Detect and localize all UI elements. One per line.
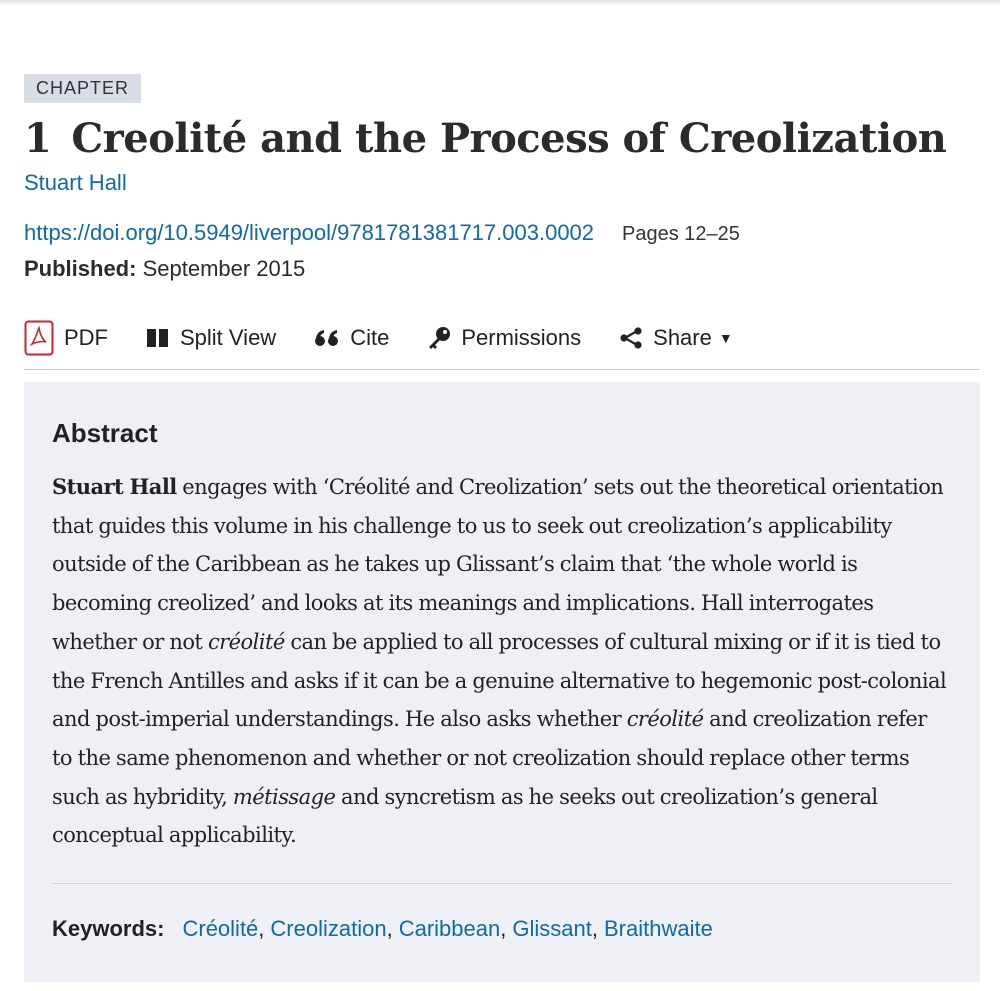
key-icon: [427, 326, 451, 350]
abstract-divider: [52, 883, 952, 884]
doi-link[interactable]: https://doi.org/10.5949/liverpool/9781781381717.003.0002: [24, 220, 595, 245]
abstract-panel: [24, 382, 980, 982]
keywords-label: Keywords:: [52, 916, 165, 942]
abstract-segment-1: engages with ‘Créolité and Creolization’ sets out the theoretical orientation that guides this volume in his challenge to us to seek out creolization’s applicability outside of the Caribbean as he takes up Glissant’s claim that ‘the whole world is becoming creolized’ and looks at its meanings and implications. Hall interrogates whether or not: [52, 475, 944, 654]
pdf-button[interactable]: [24, 320, 108, 356]
keywords-row: [52, 916, 952, 942]
article-toolbar: [24, 310, 980, 370]
split-view-button[interactable]: [146, 325, 276, 351]
chapter-number: 1: [24, 115, 52, 162]
abstract-term-metissage: métissage: [232, 784, 336, 809]
abstract-author: Stuart Hall: [52, 474, 177, 499]
split-view-icon: [146, 328, 170, 348]
abstract-heading: Abstract: [52, 418, 158, 448]
chapter-badge: CHAPTER: [24, 74, 141, 103]
keyword-link[interactable]: Glissant: [512, 916, 592, 942]
abstract-segment-3: and creolization refer to the same phenomenon and whether or not creolization should replace other terms such as hybridity,: [52, 707, 927, 809]
keyword-link[interactable]: Caribbean: [398, 916, 501, 942]
top-shadow: [0, 0, 1000, 6]
keyword-link[interactable]: Créolité: [182, 916, 259, 942]
author-link[interactable]: Stuart Hall: [24, 170, 127, 195]
quote-icon: [314, 328, 340, 348]
keyword-separator: ,: [386, 916, 393, 942]
pdf-label: PDF: [64, 324, 108, 350]
published-date: [24, 254, 980, 284]
split-view-label: Split View: [180, 324, 277, 350]
keyword-separator: ,: [258, 916, 265, 942]
cite-button[interactable]: [314, 325, 389, 351]
abstract-segment-4: and syncretism as he seeks out creolization’s general conceptual applicability.: [52, 784, 878, 848]
share-dropdown[interactable]: [619, 325, 733, 351]
keyword-separator: ,: [591, 916, 598, 942]
cite-label: Cite: [350, 324, 390, 350]
abstract-term-creolite-2: créolité: [626, 707, 704, 732]
chapter-page: [24, 74, 980, 982]
abstract-text: [52, 468, 952, 855]
share-icon: [619, 326, 643, 350]
published-value: September 2015: [142, 256, 306, 281]
share-label: Share: [653, 324, 712, 350]
chevron-down-icon: ▼: [718, 329, 733, 346]
keyword-link[interactable]: Creolization: [270, 916, 387, 942]
abstract-term-creolite-1: créolité: [207, 629, 285, 654]
keyword-separator: ,: [500, 916, 507, 942]
abstract-segment-2: can be applied to all processes of cultural mixing or if it is tied to the French Antilles and asks if it can be a genuine alternative to hegemonic post-colonial and post-imperial understandings. He also asks whether: [52, 629, 947, 732]
page-range: Pages 12–25: [622, 223, 740, 245]
chapter-title: Creolité and the Process of Creolization: [71, 115, 947, 162]
permissions-label: Permissions: [461, 324, 582, 350]
pdf-icon: [24, 320, 54, 356]
published-label: Published:: [24, 256, 137, 281]
doi-row: [24, 220, 980, 246]
keyword-link[interactable]: Braithwaite: [603, 916, 713, 942]
page-title: [24, 113, 980, 165]
permissions-button[interactable]: [427, 325, 581, 351]
